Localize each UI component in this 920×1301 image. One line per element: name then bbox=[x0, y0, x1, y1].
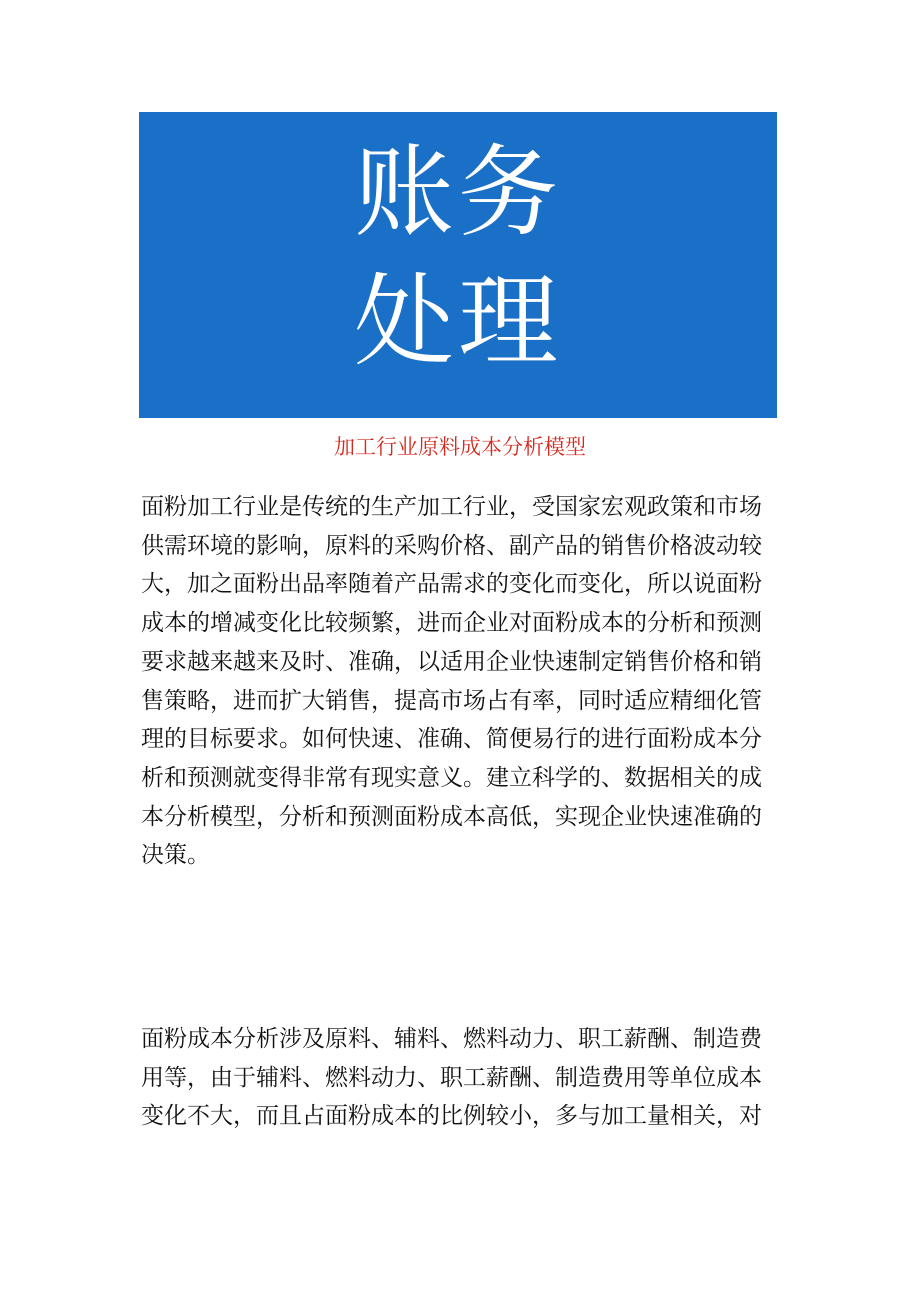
paragraph-line: 析和预测就变得非常有现实意义。建立科学的、数据相关的成 bbox=[141, 764, 762, 791]
paragraph-line: 本分析模型，分析和预测面粉成本高低，实现企业快速准确的 bbox=[141, 803, 762, 830]
paragraph-line: 大，加之面粉出品率随着产品需求的变化而变化，所以说面粉 bbox=[141, 571, 762, 598]
paragraph-line: 要求越来越来及时、准确，以适用企业快速制定销售价格和销 bbox=[141, 648, 762, 675]
paragraph-line: 供需环境的影响，原料的采购价格、副产品的销售价格波动较 bbox=[141, 532, 762, 559]
paragraph-line: 决策。 bbox=[141, 842, 210, 869]
paragraph-line: 售策略，进而扩大销售，提高市场占有率，同时适应精细化管 bbox=[141, 687, 762, 714]
paragraph-line: 用等，由于辅料、燃料动力、职工薪酬、制造费用等单位成本 bbox=[141, 1064, 762, 1091]
paragraph-line: 变化不大，而且占面粉成本的比例较小，多与加工量相关，对 bbox=[141, 1103, 762, 1130]
title-banner bbox=[139, 112, 777, 418]
banner-title-line-1: 账务 bbox=[354, 134, 562, 251]
paragraph-line: 面粉加工行业是传统的生产加工行业，受国家宏观政策和市场 bbox=[141, 494, 762, 520]
paragraph-2 bbox=[141, 1020, 781, 1136]
paragraph-line: 理的目标要求。如何快速、准确、简便易行的进行面粉成本分 bbox=[141, 726, 762, 753]
banner-title-line-2: 处理 bbox=[354, 263, 562, 380]
paragraph-1 bbox=[141, 488, 781, 875]
document-subtitle: 加工行业原料成本分析模型 bbox=[334, 435, 586, 459]
paragraph-line: 面粉成本分析涉及原料、辅料、燃料动力、职工薪酬、制造费 bbox=[141, 1026, 762, 1052]
paragraph-line: 成本的增减变化比较频繁，进而企业对面粉成本的分析和预测 bbox=[141, 610, 762, 637]
